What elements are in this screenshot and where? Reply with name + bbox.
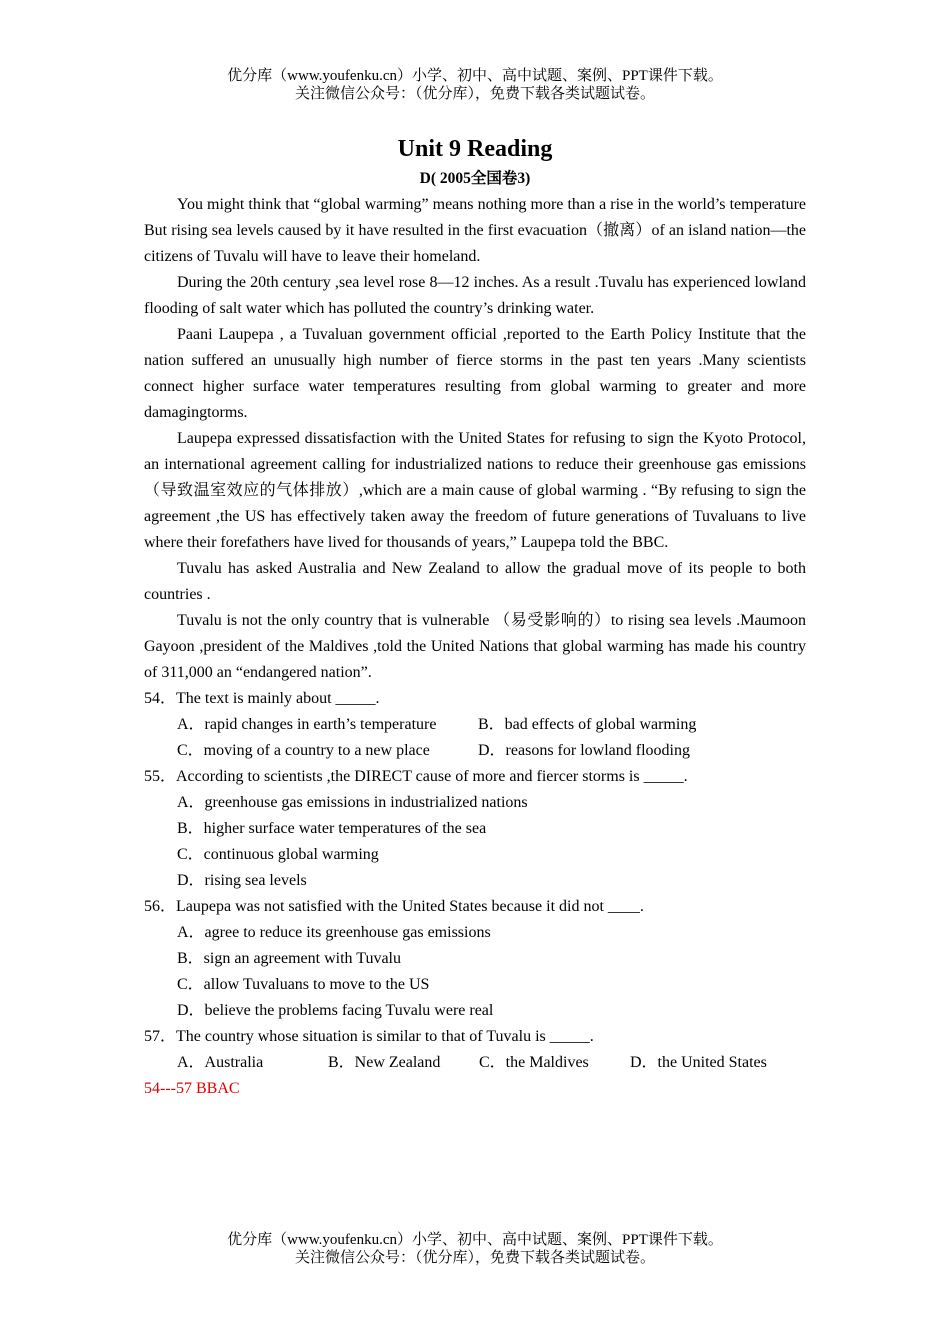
- option-c: C．the Maldives: [479, 1054, 589, 1071]
- paragraph-3: Paani Laupepa , a Tuvaluan government official ,reported to the Earth Policy Institute that the nation suffered an unusually high number of fierce storms in the past ten years .Many scientists connect higher surface water temperatures resulting from global warming to greater and more damagingtorms.: [144, 326, 806, 421]
- paragraph-5: Tuvalu has asked Australia and New Zealand to allow the gradual move of its people to both countries .: [144, 560, 806, 603]
- footer-line-2: 关注微信公众号：（优分库），免费下载各类试题试卷。: [294, 1250, 655, 1266]
- footer-line-1: 优分库（www.youfenku.cn）小学、初中、高中试题、案例、PPT课件下载。: [227, 1232, 723, 1248]
- option-a: A．Australia: [177, 1054, 264, 1071]
- page-footer: [0, 1231, 950, 1267]
- option-b: B．bad effects of global warming: [478, 716, 697, 733]
- option-a: A．greenhouse gas emissions in industrialized nations: [177, 794, 528, 811]
- option-row: [144, 712, 806, 738]
- option-d: D．believe the problems facing Tuvalu were real: [177, 1002, 494, 1019]
- question-stem: 57．The country whose situation is similar to that of Tuvalu is _____.: [144, 1028, 594, 1045]
- header-line-2: 关注微信公众号：（优分库），免费下载各类试题试卷。: [294, 86, 655, 102]
- option-b: B．New Zealand: [328, 1054, 441, 1071]
- document-body: [144, 132, 806, 1102]
- option-row: [144, 738, 806, 764]
- option-a: A．rapid changes in earth’s temperature: [177, 716, 437, 733]
- option-b: B．higher surface water temperatures of the sea: [177, 820, 487, 837]
- option-row: [144, 1050, 806, 1076]
- paragraph-1: You might think that “global warming” means nothing more than a rise in the world’s temperature But rising sea levels caused by it have resulted in the first evacuation（撤离）of an island nation—the citizens of Tuvalu will have to leave their homeland.: [144, 196, 806, 265]
- paragraph-6: Tuvalu is not the only country that is vulnerable （易受影响的）to rising sea levels .Maumoon Gayoon ,president of the Maldives ,told the United Nations that global warming has made his country of 311,000 an “endangered nation”.: [144, 612, 806, 681]
- option-b: B．sign an agreement with Tuvalu: [177, 950, 401, 967]
- option-d: D．reasons for lowland flooding: [478, 742, 690, 759]
- question-55: [144, 764, 806, 894]
- question-stem: 54．The text is mainly about _____.: [144, 690, 380, 707]
- option-c: C．continuous global warming: [177, 846, 379, 863]
- question-56: [144, 894, 806, 1024]
- question-stem: 55．According to scientists ,the DIRECT cause of more and fiercer storms is _____.: [144, 768, 688, 785]
- option-c: C．moving of a country to a new place: [177, 742, 430, 759]
- paragraph-4: Laupepa expressed dissatisfaction with the United States for refusing to sign the Kyoto Protocol, an international agreement calling for industrialized nations to reduce their greenhouse gas emissions（导致温室效应的气体排放）,which are a main cause of global warming . “By refusing to sign the agreement ,the US has effectively taken away the freedom of future generations of Tuvaluans to live where their forefathers have lived for thousands of years,” Laupepa told the BBC.: [144, 430, 806, 551]
- page-title: Unit 9 Reading: [397, 136, 553, 162]
- question-57: [144, 1024, 806, 1076]
- question-stem: 56．Laupepa was not satisfied with the United States because it did not ____.: [144, 898, 644, 915]
- answer-key: 54---57 BBAC: [144, 1080, 240, 1097]
- option-d: D．the United States: [630, 1054, 767, 1071]
- option-d: D．rising sea levels: [177, 872, 307, 889]
- header-line-1: 优分库（www.youfenku.cn）小学、初中、高中试题、案例、PPT课件下载。: [227, 68, 723, 84]
- option-c: C．allow Tuvaluans to move to the US: [177, 976, 430, 993]
- question-54: [144, 686, 806, 764]
- passage-subtitle: D( 2005全国卷3): [419, 170, 531, 187]
- option-a: A．agree to reduce its greenhouse gas emissions: [177, 924, 491, 941]
- page-header: [0, 67, 950, 103]
- paragraph-2: During the 20th century ,sea level rose 8—12 inches. As a result .Tuvalu has experienced lowland flooding of salt water which has polluted the country’s drinking water.: [144, 274, 806, 317]
